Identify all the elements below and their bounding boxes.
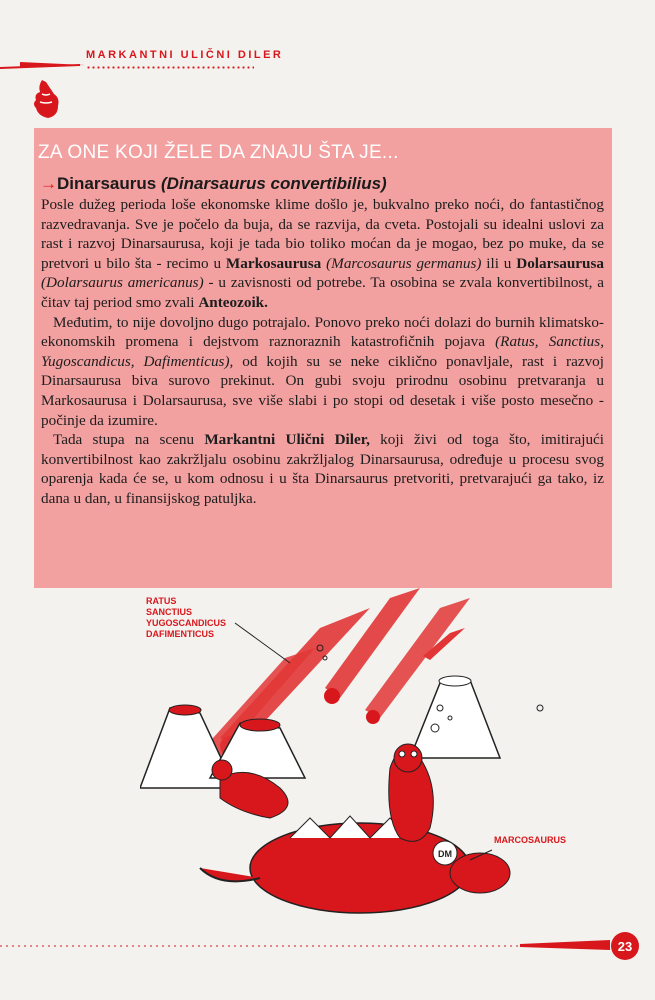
bold-term: Markantni Ulični Diler, [204,431,370,449]
bold-term: Dolarsaurusa [516,254,604,272]
paragraph-1 [41,195,604,313]
bold-term: Markosaurusa [225,254,322,272]
volcanoes [140,676,500,788]
header-dots [86,66,254,69]
meteor-labels [146,596,226,640]
text-run: Tada stupa na scenu [53,431,205,449]
subtitle-latin: (Dinarsaurus convertibilius) [160,174,387,193]
subtitle-name: Dinarsaurus [57,174,157,193]
dm-badge: DM [438,849,452,859]
info-box-body [41,195,604,509]
info-box-subtitle [40,174,387,194]
paragraph-3 [41,430,604,508]
latin-term: (Marcosaurus germanus) [326,254,482,272]
label-yugoscandicus: YUGOSCANDICUS [146,618,227,628]
running-header-title: MARKANTNI ULIČNI DILER [86,49,284,61]
text-run: od kojih su se neke ciklično ponavljale, rast i razvoj Dinarsaurusa biva surovo prekinut. On gubi svoju prirodnu osobinu pretvaranja u Markosaurusa i Dolarsaurusa, sve više slabi i po stopi od desetak i više posto mesečno - počinje da izumire. [41,352,604,429]
text-run: ili u [481,254,517,272]
text-run: Posle dužeg perioda loše ekonomske klime došlo je, bukvalno preko noći, do fantastičnog razvedravanja. Sve je počelo da buja, da se razvija, da cveta. Postojali su idealni uslovi za rast i razvoj Dinarsaurusa, koji je tada bio toliko moćan da je mogao, bez po muke, da se pretvori u bilo šta - recimo u [41,196,604,272]
arrow-right-icon: → [40,174,57,193]
info-box-heading: ZA ONE KOJI ŽELE DA ZNAJU ŠTA JE... [38,142,399,163]
page-number: 23 [611,932,639,960]
label-sanctius: SANCTIUS [146,607,193,617]
latin-term: (Dolarsaurus americanus) [41,274,204,292]
latin-term: (Ratus, Sanctius, Yugoscandicus, Dafimenticus), [41,333,604,370]
dinarsaurus-figure [200,816,470,913]
label-ratus: RATUS [146,596,177,606]
footer-rule [0,938,655,952]
bold-term: Anteozoik. [198,293,268,311]
paragraph-2 [41,313,604,431]
text-run: koji živi od toga što, imitirajući konvertibilnost kao zakržljalu osobinu zakržljalog Dinarsaurusa, određuje u procesu svog oparenja kada će se, u kom odnosu i u šta Dinarsaurus pretvoriti, pretvarajući ga tako, iz dana u dan, u finansijskog patuljka. [41,431,604,507]
text-run: Međutim, to nije dovoljno dugo potrajalo. Ponovo preko noći dolazi do burnih klimatsko-ekonomskih promena i dejstvom raznoraznih katastrofičnih pojava [41,313,604,351]
label-dafimenticus: DAFIMENTICUS [146,629,214,639]
pointing-hand-icon [28,78,66,122]
label-marcosaurus: MARCOSAURUS [494,835,566,845]
text-run: - u zavisnosti od potrebe. Ta osobina se zvala konvertibilnost, a čitav taj period smo zvali [41,274,604,311]
